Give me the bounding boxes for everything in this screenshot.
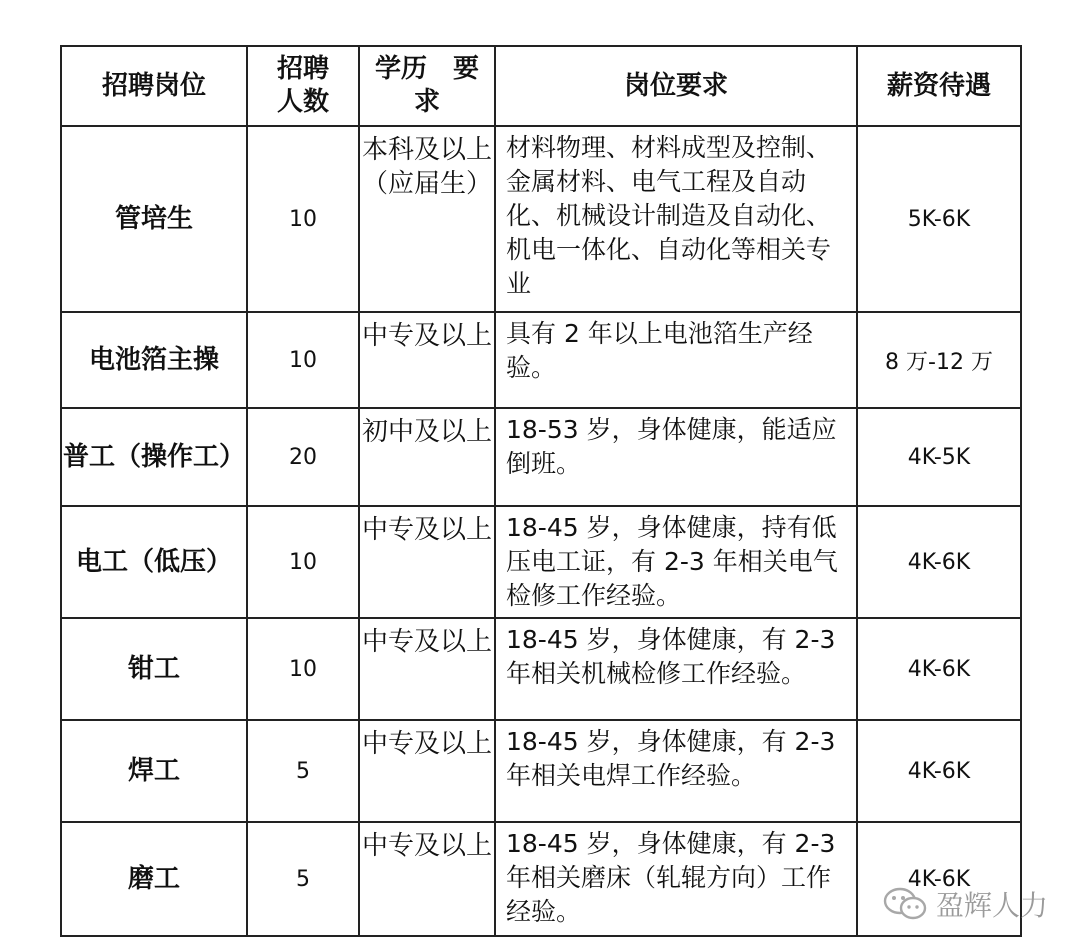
watermark-text: 盈辉人力 [936, 889, 1049, 922]
header-education [359, 46, 495, 126]
header-salary: 薪资待遇 [857, 46, 1021, 126]
position-cell: 普工（操作工） [61, 408, 247, 506]
salary-cell: 4K-6K [857, 720, 1021, 822]
header-count [247, 46, 359, 126]
salary-cell: 8 万-12 万 [857, 312, 1021, 408]
recruitment-table [60, 45, 1022, 937]
education-cell: 中专及以上 [359, 506, 495, 618]
salary-cell: 4K-6K [857, 618, 1021, 720]
wechat-icon [882, 887, 928, 921]
salary-cell: 4K-5K [857, 408, 1021, 506]
header-count-line2: 人数 [276, 87, 329, 117]
salary-cell: 5K-6K [857, 126, 1021, 312]
salary-cell: 4K-6K [857, 822, 1021, 936]
table-row [61, 822, 1021, 936]
position-cell: 焊工 [61, 720, 247, 822]
education-cell: 本科及以上（应届生） [359, 126, 495, 312]
position-cell: 钳工 [61, 618, 247, 720]
education-cell: 中专及以上 [359, 720, 495, 822]
requirements-cell: 18-45 岁，身体健康，有 2-3 年相关电焊工作经验。 [495, 720, 857, 822]
requirements-cell: 18-45 岁，身体健康，有 2-3 年相关磨床（轧辊方向）工作经验。 [495, 822, 857, 936]
count-cell: 10 [247, 126, 359, 312]
requirements-cell: 18-45 岁，身体健康，持有低压电工证，有 2-3 年相关电气检修工作经验。 [495, 506, 857, 618]
education-cell: 初中及以上 [359, 408, 495, 506]
table-row [61, 312, 1021, 408]
requirements-cell: 18-45 岁，身体健康，有 2-3 年相关机械检修工作经验。 [495, 618, 857, 720]
count-cell: 10 [247, 506, 359, 618]
table-row [61, 618, 1021, 720]
position-cell: 电池箔主操 [61, 312, 247, 408]
table-row [61, 506, 1021, 618]
table-row [61, 408, 1021, 506]
count-cell: 10 [247, 618, 359, 720]
requirements-cell: 具有 2 年以上电池箔生产经验。 [495, 312, 857, 408]
count-cell: 20 [247, 408, 359, 506]
education-cell: 中专及以上 [359, 312, 495, 408]
header-requirements: 岗位要求 [495, 46, 857, 126]
education-cell: 中专及以上 [359, 618, 495, 720]
count-cell: 5 [247, 822, 359, 936]
header-position: 招聘岗位 [61, 46, 247, 126]
position-cell: 磨工 [61, 822, 247, 936]
position-cell: 管培生 [61, 126, 247, 312]
header-count-line1: 招聘 [276, 54, 329, 84]
table-row [61, 720, 1021, 822]
position-cell: 电工（低压） [61, 506, 247, 618]
table-row [61, 126, 1021, 312]
watermark [882, 884, 1048, 924]
count-cell: 5 [247, 720, 359, 822]
education-cell: 中专及以上 [359, 822, 495, 936]
header-education-line1: 学历 要 [374, 54, 479, 84]
table-header-row [61, 46, 1021, 126]
header-education-line2: 求 [413, 87, 440, 117]
requirements-cell: 材料物理、材料成型及控制、金属材料、电气工程及自动化、机械设计制造及自动化、机电一体化、自动化等相关专业 [495, 126, 857, 312]
count-cell: 10 [247, 312, 359, 408]
requirements-cell: 18-53 岁，身体健康，能适应倒班。 [495, 408, 857, 506]
salary-cell: 4K-6K [857, 506, 1021, 618]
